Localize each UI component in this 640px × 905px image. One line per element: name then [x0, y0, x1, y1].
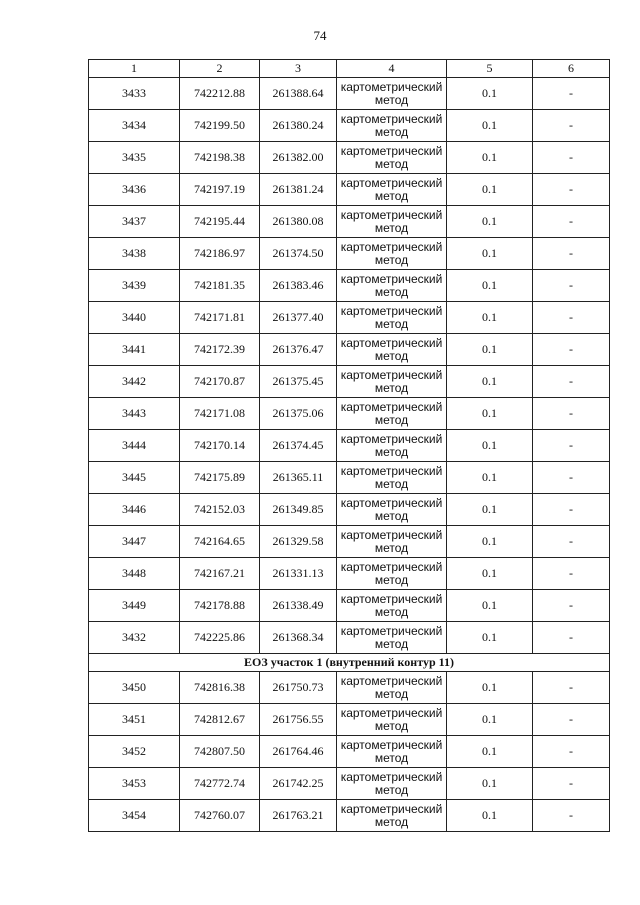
accuracy-cell: 0.1: [447, 704, 533, 736]
x-coordinate-cell: 742170.14: [180, 430, 260, 462]
y-coordinate-cell: 261368.34: [260, 622, 337, 654]
coordinates-table-body: [89, 60, 610, 832]
y-coordinate-cell: 261331.13: [260, 558, 337, 590]
note-cell: -: [533, 206, 610, 238]
point-number-cell: 3453: [89, 768, 180, 800]
method-cell: [337, 768, 447, 800]
note-cell: -: [533, 558, 610, 590]
method-cell: [337, 366, 447, 398]
method-line-1: картометрический: [340, 143, 443, 158]
method-line-1: картометрический: [340, 335, 443, 350]
table-row: [89, 494, 610, 526]
y-coordinate-cell: 261381.24: [260, 174, 337, 206]
x-coordinate-cell: 742167.21: [180, 558, 260, 590]
table-row: [89, 768, 610, 800]
method-cell: [337, 590, 447, 622]
y-coordinate-cell: 261375.06: [260, 398, 337, 430]
point-number-cell: 3452: [89, 736, 180, 768]
method-cell: [337, 430, 447, 462]
y-coordinate-cell: 261374.45: [260, 430, 337, 462]
x-coordinate-cell: 742812.67: [180, 704, 260, 736]
y-coordinate-cell: 261763.21: [260, 800, 337, 832]
method-line-2: метод: [374, 540, 409, 555]
x-coordinate-cell: 742181.35: [180, 270, 260, 302]
point-number-cell: 3438: [89, 238, 180, 270]
method-line-1: картометрический: [340, 175, 443, 190]
point-number-cell: 3449: [89, 590, 180, 622]
page-number: 74: [313, 28, 327, 43]
method-line-1: картометрический: [340, 769, 443, 784]
table-row: [89, 78, 610, 110]
method-line-1: картометрический: [340, 591, 443, 606]
method-line-1: картометрический: [340, 303, 443, 318]
point-number-cell: 3437: [89, 206, 180, 238]
column-header: 5: [447, 60, 533, 78]
y-coordinate-cell: 261764.46: [260, 736, 337, 768]
y-coordinate-cell: 261375.45: [260, 366, 337, 398]
table-row: [89, 430, 610, 462]
method-line-2: метод: [374, 636, 409, 651]
table-row: [89, 704, 610, 736]
note-cell: -: [533, 736, 610, 768]
method-line-1: картометрический: [340, 111, 443, 126]
accuracy-cell: 0.1: [447, 622, 533, 654]
point-number-cell: 3435: [89, 142, 180, 174]
y-coordinate-cell: 261756.55: [260, 704, 337, 736]
note-cell: -: [533, 270, 610, 302]
y-coordinate-cell: 261742.25: [260, 768, 337, 800]
x-coordinate-cell: 742175.89: [180, 462, 260, 494]
section-header-row: [89, 654, 610, 672]
method-cell: [337, 206, 447, 238]
x-coordinate-cell: 742178.88: [180, 590, 260, 622]
accuracy-cell: 0.1: [447, 238, 533, 270]
x-coordinate-cell: 742171.08: [180, 398, 260, 430]
method-line-2: метод: [374, 188, 409, 203]
column-header: 3: [260, 60, 337, 78]
table-row: [89, 238, 610, 270]
method-cell: [337, 142, 447, 174]
method-line-2: метод: [374, 750, 409, 765]
accuracy-cell: 0.1: [447, 736, 533, 768]
table-header-row: [89, 60, 610, 78]
point-number-cell: 3432: [89, 622, 180, 654]
point-number-cell: 3445: [89, 462, 180, 494]
y-coordinate-cell: 261377.40: [260, 302, 337, 334]
note-cell: -: [533, 526, 610, 558]
point-number-cell: 3436: [89, 174, 180, 206]
note-cell: -: [533, 672, 610, 704]
x-coordinate-cell: 742197.19: [180, 174, 260, 206]
table-row: [89, 526, 610, 558]
method-cell: [337, 672, 447, 704]
accuracy-cell: 0.1: [447, 558, 533, 590]
y-coordinate-cell: 261349.85: [260, 494, 337, 526]
x-coordinate-cell: 742152.03: [180, 494, 260, 526]
y-coordinate-cell: 261380.24: [260, 110, 337, 142]
accuracy-cell: 0.1: [447, 174, 533, 206]
method-line-2: метод: [374, 316, 409, 331]
x-coordinate-cell: 742225.86: [180, 622, 260, 654]
column-header: 1: [89, 60, 180, 78]
method-cell: [337, 800, 447, 832]
table-row: [89, 558, 610, 590]
accuracy-cell: 0.1: [447, 270, 533, 302]
method-cell: [337, 526, 447, 558]
method-cell: [337, 270, 447, 302]
method-line-1: картометрический: [340, 367, 443, 382]
table-row: [89, 398, 610, 430]
method-line-1: картометрический: [340, 431, 443, 446]
method-line-2: метод: [374, 284, 409, 299]
note-cell: -: [533, 768, 610, 800]
method-line-1: картометрический: [340, 79, 443, 94]
point-number-cell: 3440: [89, 302, 180, 334]
point-number-cell: 3447: [89, 526, 180, 558]
point-number-cell: 3443: [89, 398, 180, 430]
note-cell: -: [533, 78, 610, 110]
column-header: 6: [533, 60, 610, 78]
method-line-2: метод: [374, 604, 409, 619]
table-row: [89, 462, 610, 494]
note-cell: -: [533, 334, 610, 366]
method-cell: [337, 110, 447, 142]
table-row: [89, 800, 610, 832]
table-row: [89, 366, 610, 398]
method-line-2: метод: [374, 814, 409, 829]
point-number-cell: 3451: [89, 704, 180, 736]
point-number-cell: 3448: [89, 558, 180, 590]
note-cell: -: [533, 494, 610, 526]
method-line-2: метод: [374, 252, 409, 267]
point-number-cell: 3454: [89, 800, 180, 832]
method-line-2: метод: [374, 156, 409, 171]
x-coordinate-cell: 742772.74: [180, 768, 260, 800]
method-line-1: картометрический: [340, 737, 443, 752]
method-line-2: метод: [374, 444, 409, 459]
accuracy-cell: 0.1: [447, 590, 533, 622]
note-cell: -: [533, 142, 610, 174]
method-line-1: картометрический: [340, 527, 443, 542]
method-line-1: картометрический: [340, 239, 443, 254]
accuracy-cell: 0.1: [447, 800, 533, 832]
table-row: [89, 334, 610, 366]
accuracy-cell: 0.1: [447, 462, 533, 494]
column-header: 4: [337, 60, 447, 78]
method-line-1: картометрический: [340, 495, 443, 510]
x-coordinate-cell: 742199.50: [180, 110, 260, 142]
method-line-1: картометрический: [340, 559, 443, 574]
method-cell: [337, 494, 447, 526]
method-cell: [337, 622, 447, 654]
x-coordinate-cell: 742760.07: [180, 800, 260, 832]
method-cell: [337, 736, 447, 768]
x-coordinate-cell: 742198.38: [180, 142, 260, 174]
note-cell: -: [533, 590, 610, 622]
method-line-1: картометрический: [340, 463, 443, 478]
note-cell: -: [533, 302, 610, 334]
table-row: [89, 672, 610, 704]
note-cell: -: [533, 430, 610, 462]
method-line-2: метод: [374, 686, 409, 701]
table-row: [89, 736, 610, 768]
table-row: [89, 302, 610, 334]
method-cell: [337, 558, 447, 590]
x-coordinate-cell: 742170.87: [180, 366, 260, 398]
method-line-1: картометрический: [340, 673, 443, 688]
method-cell: [337, 334, 447, 366]
method-cell: [337, 398, 447, 430]
method-line-2: метод: [374, 380, 409, 395]
accuracy-cell: 0.1: [447, 366, 533, 398]
y-coordinate-cell: 261338.49: [260, 590, 337, 622]
section-title: ЕОЗ участок 1 (внутренний контур 11): [89, 654, 610, 672]
method-line-2: метод: [374, 220, 409, 235]
method-line-2: метод: [374, 476, 409, 491]
method-cell: [337, 704, 447, 736]
point-number-cell: 3450: [89, 672, 180, 704]
table-row: [89, 270, 610, 302]
table-row: [89, 206, 610, 238]
note-cell: -: [533, 110, 610, 142]
table-row: [89, 110, 610, 142]
method-line-1: картометрический: [340, 399, 443, 414]
note-cell: -: [533, 174, 610, 206]
method-line-2: метод: [374, 92, 409, 107]
point-number-cell: 3444: [89, 430, 180, 462]
y-coordinate-cell: 261376.47: [260, 334, 337, 366]
method-cell: [337, 78, 447, 110]
y-coordinate-cell: 261382.00: [260, 142, 337, 174]
method-cell: [337, 238, 447, 270]
point-number-cell: 3446: [89, 494, 180, 526]
note-cell: -: [533, 800, 610, 832]
accuracy-cell: 0.1: [447, 768, 533, 800]
accuracy-cell: 0.1: [447, 206, 533, 238]
accuracy-cell: 0.1: [447, 526, 533, 558]
note-cell: -: [533, 238, 610, 270]
accuracy-cell: 0.1: [447, 142, 533, 174]
y-coordinate-cell: 261329.58: [260, 526, 337, 558]
accuracy-cell: 0.1: [447, 398, 533, 430]
method-line-2: метод: [374, 412, 409, 427]
accuracy-cell: 0.1: [447, 78, 533, 110]
accuracy-cell: 0.1: [447, 302, 533, 334]
note-cell: -: [533, 366, 610, 398]
method-line-1: картометрический: [340, 801, 443, 816]
table-row: [89, 142, 610, 174]
table-row: [89, 590, 610, 622]
x-coordinate-cell: 742195.44: [180, 206, 260, 238]
accuracy-cell: 0.1: [447, 334, 533, 366]
x-coordinate-cell: 742164.65: [180, 526, 260, 558]
accuracy-cell: 0.1: [447, 110, 533, 142]
method-cell: [337, 462, 447, 494]
y-coordinate-cell: 261388.64: [260, 78, 337, 110]
method-line-2: метод: [374, 124, 409, 139]
x-coordinate-cell: 742171.81: [180, 302, 260, 334]
method-line-2: метод: [374, 782, 409, 797]
x-coordinate-cell: 742807.50: [180, 736, 260, 768]
y-coordinate-cell: 261383.46: [260, 270, 337, 302]
point-number-cell: 3433: [89, 78, 180, 110]
point-number-cell: 3441: [89, 334, 180, 366]
note-cell: -: [533, 462, 610, 494]
point-number-cell: 3442: [89, 366, 180, 398]
x-coordinate-cell: 742816.38: [180, 672, 260, 704]
accuracy-cell: 0.1: [447, 430, 533, 462]
y-coordinate-cell: 261380.08: [260, 206, 337, 238]
method-line-1: картометрический: [340, 705, 443, 720]
accuracy-cell: 0.1: [447, 494, 533, 526]
method-line-2: метод: [374, 572, 409, 587]
method-line-1: картометрический: [340, 207, 443, 222]
point-number-cell: 3434: [89, 110, 180, 142]
point-number-cell: 3439: [89, 270, 180, 302]
method-cell: [337, 302, 447, 334]
method-line-1: картометрический: [340, 623, 443, 638]
method-line-2: метод: [374, 508, 409, 523]
column-header: 2: [180, 60, 260, 78]
table-row: [89, 174, 610, 206]
x-coordinate-cell: 742186.97: [180, 238, 260, 270]
note-cell: -: [533, 622, 610, 654]
y-coordinate-cell: 261365.11: [260, 462, 337, 494]
x-coordinate-cell: 742212.88: [180, 78, 260, 110]
method-line-2: метод: [374, 348, 409, 363]
method-cell: [337, 174, 447, 206]
accuracy-cell: 0.1: [447, 672, 533, 704]
note-cell: -: [533, 398, 610, 430]
y-coordinate-cell: 261750.73: [260, 672, 337, 704]
coordinates-table: [88, 59, 610, 832]
x-coordinate-cell: 742172.39: [180, 334, 260, 366]
y-coordinate-cell: 261374.50: [260, 238, 337, 270]
note-cell: -: [533, 704, 610, 736]
table-row: [89, 622, 610, 654]
method-line-2: метод: [374, 718, 409, 733]
method-line-1: картометрический: [340, 271, 443, 286]
